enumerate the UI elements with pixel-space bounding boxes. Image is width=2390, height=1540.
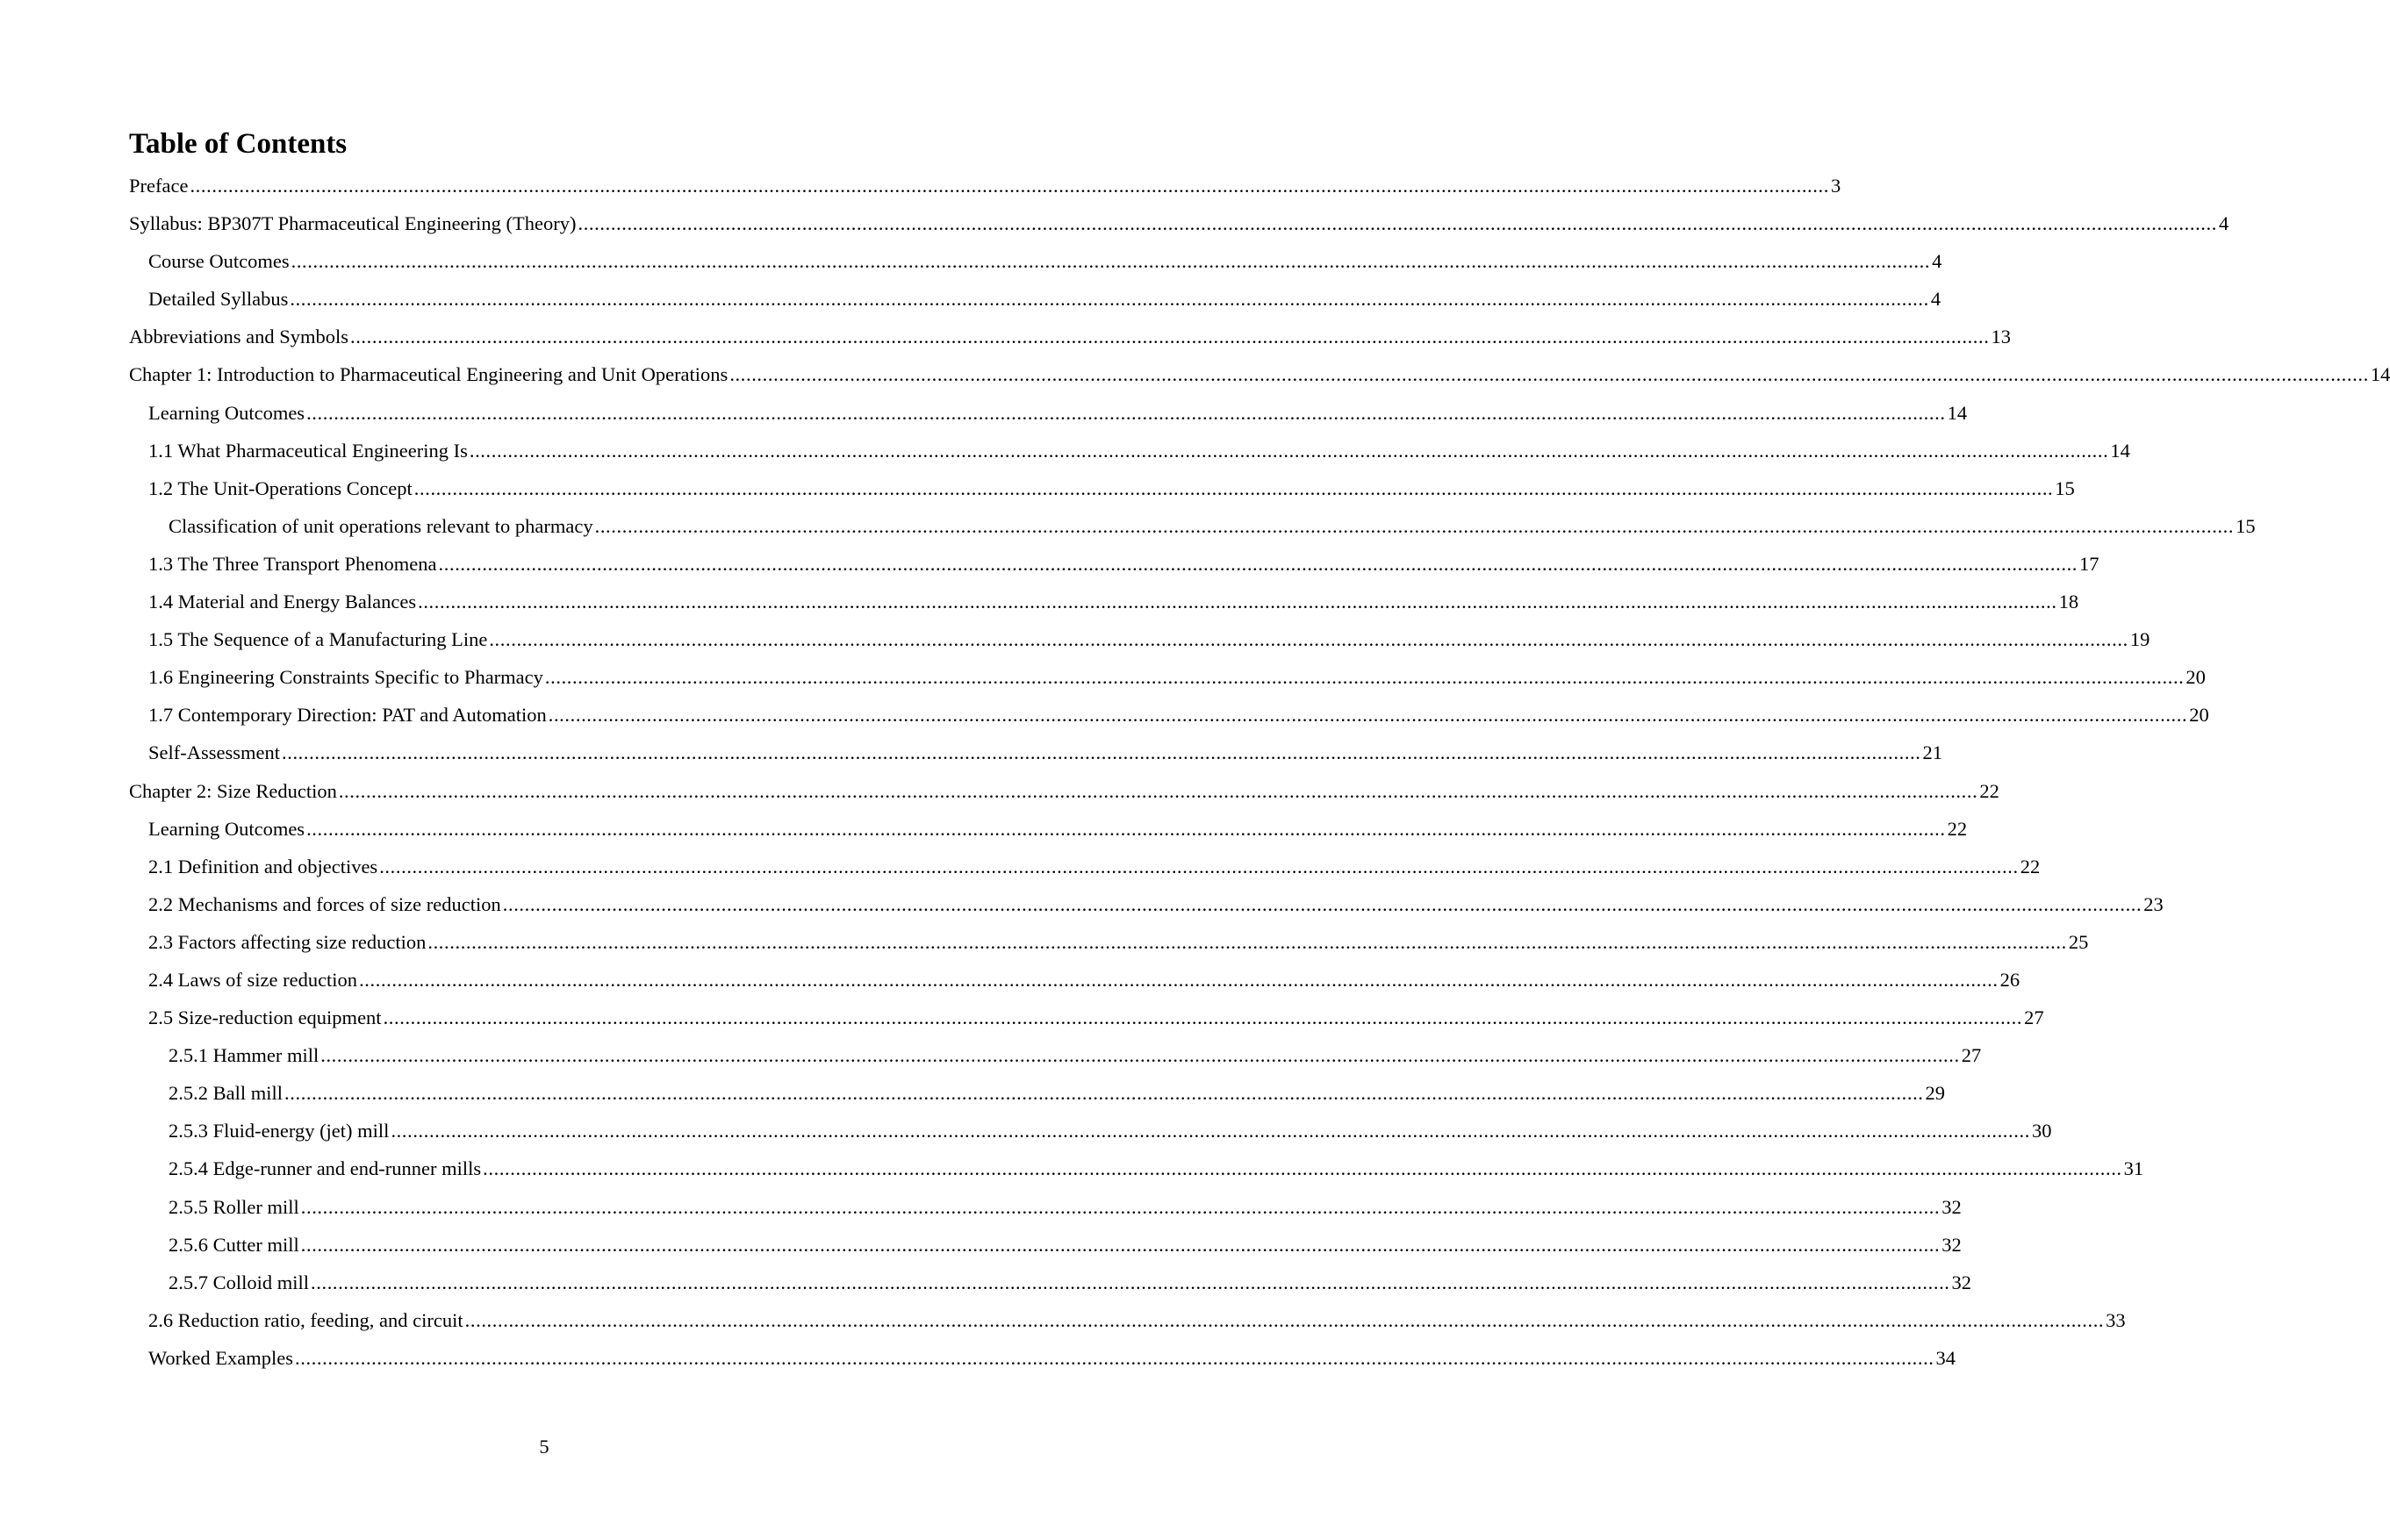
toc-entry-label[interactable]: 2.3 Factors affecting size reduction: [148, 930, 427, 953]
toc-entry-label[interactable]: 2.5.1 Hammer mill: [169, 1044, 319, 1067]
toc-entry-page-number[interactable]: 33: [2106, 1308, 2126, 1331]
toc-entry-page-number[interactable]: 22: [1979, 779, 1999, 802]
toc-entry-page-number[interactable]: 13: [1991, 326, 2011, 348]
toc-entry-label[interactable]: 2.5 Size-reduction equipment: [148, 1006, 382, 1029]
toc-entry-page-number[interactable]: 17: [2079, 552, 2099, 575]
toc-entry-page-number[interactable]: 21: [1922, 741, 1942, 764]
dot-leader: ............................................................................................................................................................................................................................................................................................................: [284, 1082, 1924, 1105]
toc-entry[interactable]: [129, 398, 1968, 436]
toc-entry-label[interactable]: 2.4 Laws of size reduction: [148, 968, 358, 991]
toc-entry[interactable]: [129, 1003, 2044, 1041]
toc-entry[interactable]: [129, 852, 2041, 890]
toc-entry[interactable]: [129, 890, 2164, 928]
toc-entry-page-number[interactable]: 22: [2020, 855, 2041, 877]
toc-entry-page-number[interactable]: 15: [2236, 514, 2256, 537]
toc-entry-page-number[interactable]: 19: [2129, 628, 2150, 651]
toc-entry-label[interactable]: 2.5.3 Fluid-energy (jet) mill: [169, 1120, 390, 1142]
toc-entry[interactable]: [129, 284, 1941, 322]
dot-leader: ............................................................................................................................................................................................................................................................................................................: [729, 363, 2369, 386]
toc-entry[interactable]: [129, 1041, 1982, 1078]
toc-entry-page-number[interactable]: 29: [1925, 1082, 1946, 1105]
toc-entry-page-number[interactable]: 20: [2189, 704, 2209, 727]
dot-leader: ............................................................................................................................................................................................................................................................................................................: [427, 930, 2067, 953]
dot-leader: ............................................................................................................................................................................................................................................................................................................: [306, 817, 1946, 840]
toc-entry-page-number[interactable]: 4: [1932, 250, 1942, 273]
dot-leader: ............................................................................................................................................................................................................................................................................................................: [306, 401, 1946, 424]
dot-leader: ............................................................................................................................................................................................................................................................................................................: [290, 288, 1929, 311]
toc-entry-label[interactable]: 2.6 Reduction ratio, feeding, and circuit: [148, 1308, 463, 1331]
toc-entry-page-number[interactable]: 18: [2058, 591, 2079, 613]
dot-leader: ............................................................................................................................................................................................................................................................................................................: [438, 552, 2078, 575]
toc-entry-label[interactable]: 1.4 Material and Energy Balances: [148, 591, 417, 613]
toc-entry[interactable]: [129, 247, 1942, 284]
dot-leader: ............................................................................................................................................................................................................................................................................................................: [413, 476, 2054, 499]
toc-entry-label[interactable]: Course Outcomes: [148, 250, 290, 273]
toc-entry-page-number[interactable]: 14: [2110, 439, 2130, 462]
toc-entry-page-number[interactable]: 32: [1951, 1271, 1972, 1293]
dot-leader: ............................................................................................................................................................................................................................................................................................................: [483, 1157, 2122, 1180]
toc-entry[interactable]: [129, 474, 2075, 512]
toc-entry-label[interactable]: 2.5.4 Edge-runner and end-runner mills: [169, 1157, 482, 1180]
toc-entry[interactable]: [129, 549, 2099, 587]
toc-entry-page-number[interactable]: 14: [2370, 363, 2390, 386]
toc-entry-page-number[interactable]: 32: [1941, 1233, 1962, 1256]
toc-entry[interactable]: [129, 360, 2390, 398]
dot-leader: ............................................................................................................................................................................................................................................................................................................: [349, 326, 1990, 348]
toc-entry-label[interactable]: 2.1 Definition and objectives: [148, 855, 378, 877]
toc-entry-label[interactable]: Abbreviations and Symbols: [129, 326, 348, 348]
page-number: 5: [539, 1436, 549, 1458]
toc-entry[interactable]: [129, 587, 2079, 625]
dot-leader: ............................................................................................................................................................................................................................................................................................................: [544, 666, 2185, 689]
toc-entry-page-number[interactable]: 4: [1930, 288, 1941, 311]
toc-entry[interactable]: [129, 1306, 2126, 1343]
toc-entry-page-number[interactable]: 26: [1999, 968, 2020, 991]
dot-leader: ............................................................................................................................................................................................................................................................................................................: [300, 1195, 1941, 1218]
toc-entry-label[interactable]: 1.5 The Sequence of a Manufacturing Line: [148, 628, 488, 651]
dot-leader: ............................................................................................................................................................................................................................................................................................................: [464, 1308, 2105, 1331]
toc-entry-page-number[interactable]: 3: [1830, 175, 1841, 197]
toc-entry-label[interactable]: Chapter 2: Size Reduction: [129, 779, 337, 802]
dot-leader: ............................................................................................................................................................................................................................................................................................................: [291, 250, 1931, 273]
toc-entry-label[interactable]: 1.3 The Three Transport Phenomena: [148, 552, 437, 575]
toc-entry[interactable]: [129, 700, 2209, 738]
toc-entry-label[interactable]: Detailed Syllabus: [148, 288, 289, 311]
toc-entry-page-number[interactable]: 15: [2055, 476, 2075, 499]
toc-entry-label[interactable]: 1.7 Contemporary Direction: PAT and Automation: [148, 704, 547, 727]
dot-leader: ............................................................................................................................................................................................................................................................................................................: [359, 968, 1999, 991]
toc-entry-page-number[interactable]: 30: [2031, 1120, 2052, 1142]
toc-entry-label[interactable]: Syllabus: BP307T Pharmaceutical Engineering (Theory): [129, 212, 577, 235]
toc-entry-page-number[interactable]: 14: [1947, 401, 1968, 424]
toc-entry[interactable]: [129, 512, 2256, 549]
toc-entry-label[interactable]: 2.5.6 Cutter mill: [169, 1233, 299, 1256]
dot-leader: ............................................................................................................................................................................................................................................................................................................: [383, 1006, 2023, 1029]
toc-entry[interactable]: [129, 1268, 1972, 1306]
toc-entry-page-number[interactable]: 27: [1961, 1044, 1982, 1067]
toc-entry[interactable]: [129, 436, 2130, 474]
toc-entry-page-number[interactable]: 32: [1941, 1195, 1962, 1218]
toc-title: Table of Contents: [129, 128, 348, 160]
dot-leader: ............................................................................................................................................................................................................................................................................................................: [282, 741, 1921, 764]
toc-entry[interactable]: [129, 663, 2206, 700]
toc-entry[interactable]: [129, 1154, 2144, 1192]
toc-entry[interactable]: [129, 1193, 1962, 1230]
toc-entry-page-number[interactable]: 4: [2218, 212, 2229, 235]
toc-entry[interactable]: [129, 1230, 1962, 1268]
toc-entry[interactable]: [129, 777, 1999, 814]
dot-leader: ............................................................................................................................................................................................................................................................................................................: [320, 1044, 1960, 1067]
dot-leader: ............................................................................................................................................................................................................................................................................................................: [338, 779, 1978, 802]
toc-entry-label[interactable]: Learning Outcomes: [148, 817, 305, 840]
dot-leader: ............................................................................................................................................................................................................................................................................................................: [300, 1233, 1941, 1256]
toc-entry-page-number[interactable]: 27: [2024, 1006, 2044, 1029]
dot-leader: ............................................................................................................................................................................................................................................................................................................: [311, 1271, 1950, 1293]
toc-entry-page-number[interactable]: 20: [2185, 666, 2206, 689]
dot-leader: ............................................................................................................................................................................................................................................................................................................: [594, 514, 2235, 537]
dot-leader: ............................................................................................................................................................................................................................................................................................................: [469, 439, 2109, 462]
toc-entry-page-number[interactable]: 25: [2068, 930, 2089, 953]
toc-entry-page-number[interactable]: 34: [1935, 1346, 1956, 1369]
toc-entry[interactable]: [129, 171, 1841, 209]
toc-entry-label[interactable]: Self-Assessment: [148, 741, 280, 764]
dot-leader: ............................................................................................................................................................................................................................................................................................................: [190, 175, 1829, 197]
toc-entry-label[interactable]: 1.6 Engineering Constraints Specific to Pharmacy: [148, 666, 543, 689]
dot-leader: ............................................................................................................................................................................................................................................................................................................: [379, 855, 2019, 877]
toc-list: [129, 171, 2390, 1381]
toc-entry-label[interactable]: Chapter 1: Introduction to Pharmaceutical Engineering and Unit Operations: [129, 363, 728, 386]
toc-entry[interactable]: [129, 1078, 1946, 1116]
toc-entry[interactable]: [129, 814, 1968, 852]
toc-entry-label[interactable]: Learning Outcomes: [148, 401, 305, 424]
toc-entry[interactable]: [129, 965, 2020, 1003]
toc-entry[interactable]: [129, 625, 2150, 663]
toc-entry[interactable]: [129, 738, 1942, 776]
toc-entry[interactable]: [129, 322, 2011, 360]
dot-leader: ............................................................................................................................................................................................................................................................................................................: [391, 1120, 2030, 1142]
toc-entry-label[interactable]: Preface: [129, 175, 189, 197]
dot-leader: ............................................................................................................................................................................................................................................................................................................: [295, 1346, 1934, 1369]
toc-entry[interactable]: [129, 1343, 1956, 1381]
toc-entry-label[interactable]: 2.5.7 Colloid mill: [169, 1271, 310, 1293]
toc-entry-page-number[interactable]: 22: [1947, 817, 1968, 840]
toc-entry-page-number[interactable]: 23: [2143, 892, 2164, 915]
dot-leader: ............................................................................................................................................................................................................................................................................................................: [489, 628, 2128, 651]
toc-entry[interactable]: [129, 1116, 2052, 1154]
toc-entry-label[interactable]: Classification of unit operations relevant to pharmacy: [169, 514, 593, 537]
dot-leader: ............................................................................................................................................................................................................................................................................................................: [502, 892, 2142, 915]
toc-entry-label[interactable]: 1.1 What Pharmaceutical Engineering Is: [148, 439, 468, 462]
toc-entry[interactable]: [129, 209, 2229, 247]
toc-entry[interactable]: [129, 928, 2089, 965]
toc-entry-label[interactable]: 2.2 Mechanisms and forces of size reduction: [148, 892, 501, 915]
toc-entry-page-number[interactable]: 31: [2123, 1157, 2144, 1180]
toc-entry-label[interactable]: Worked Examples: [148, 1346, 294, 1369]
dot-leader: ............................................................................................................................................................................................................................................................................................................: [578, 212, 2217, 235]
toc-entry-label[interactable]: 2.5.5 Roller mill: [169, 1195, 299, 1218]
dot-leader: ............................................................................................................................................................................................................................................................................................................: [418, 591, 2057, 613]
toc-entry-label[interactable]: 2.5.2 Ball mill: [169, 1082, 283, 1105]
toc-entry-label[interactable]: 1.2 The Unit-Operations Concept: [148, 476, 413, 499]
dot-leader: ............................................................................................................................................................................................................................................................................................................: [548, 704, 2188, 727]
